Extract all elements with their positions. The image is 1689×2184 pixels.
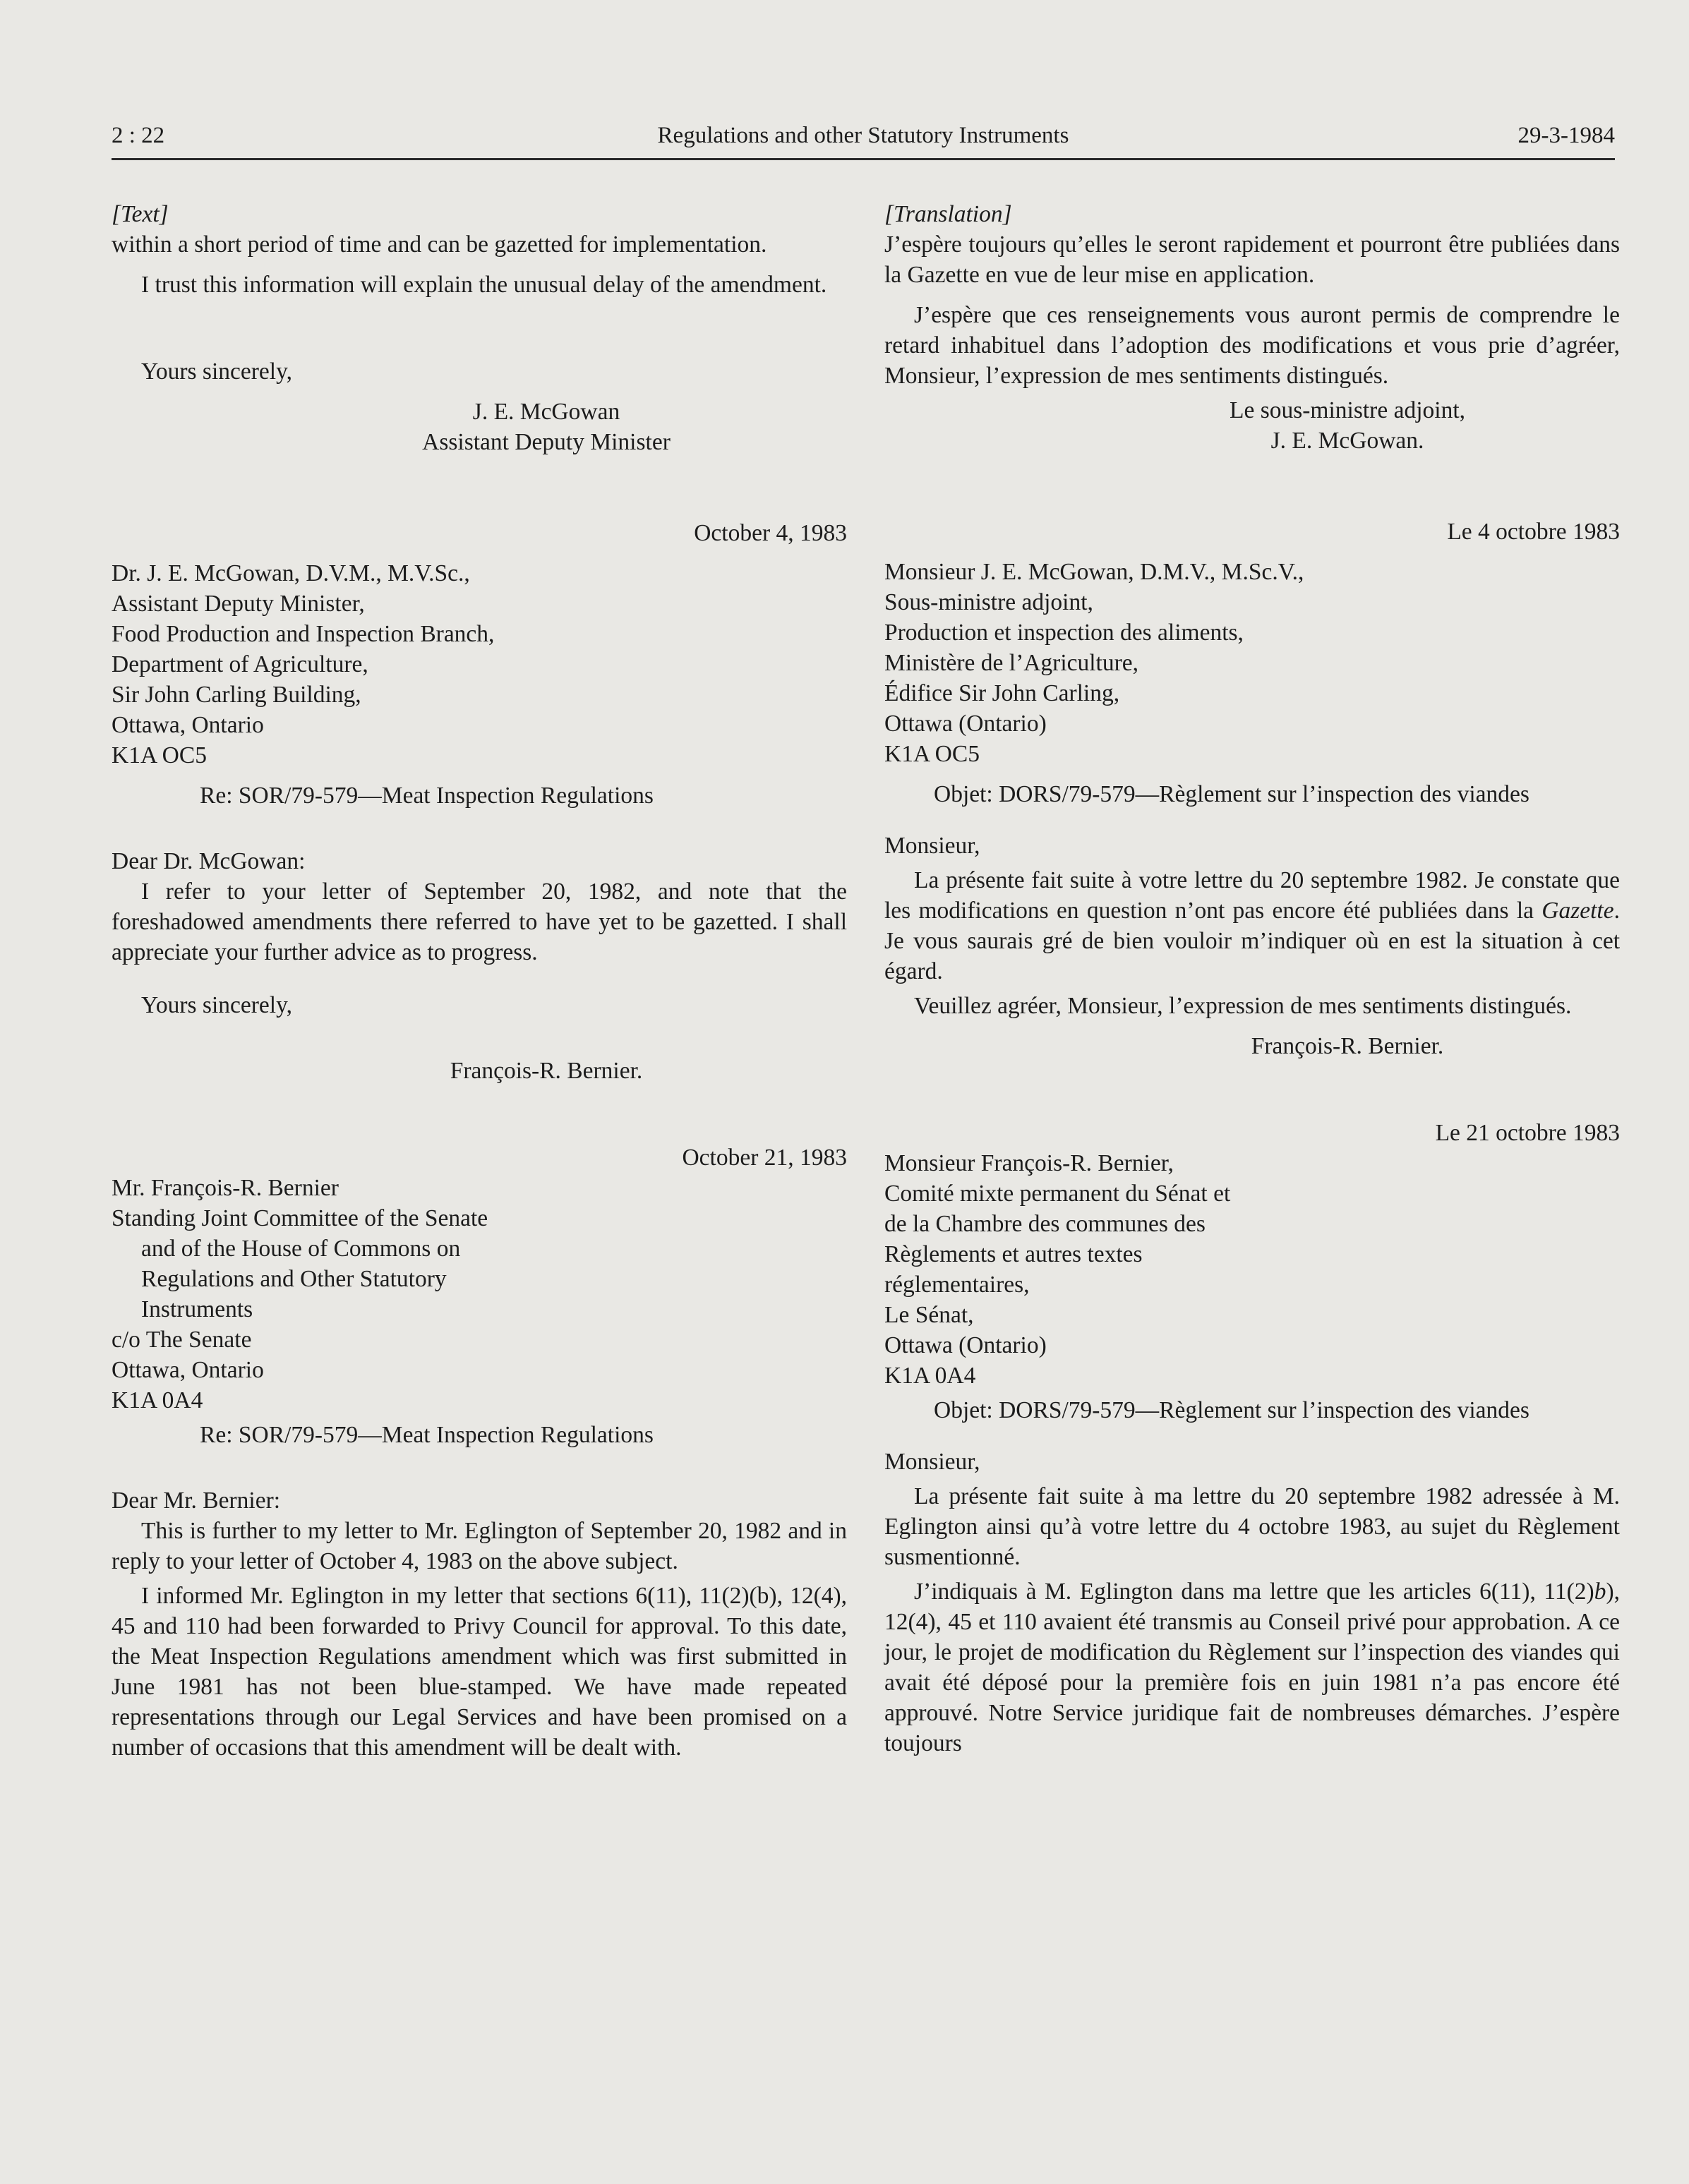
address-line: Assistant Deputy Minister, — [112, 591, 365, 617]
address-line: Sir John Carling Building, — [112, 682, 361, 708]
letter-date: Le 21 octobre 1983 — [1435, 1120, 1620, 1146]
address-line: Règlements et autres textes — [884, 1241, 1143, 1267]
subject-line — [884, 779, 1620, 809]
subject-label: Objet: — [934, 781, 999, 807]
paragraph: Veuillez agréer, Monsieur, l’expression de mes sentiments distingués. — [914, 993, 1572, 1019]
paragraph: La présente fait suite à ma lettre du 20 septembre 1982 adressée à M. Eglington ainsi qu’à votre lettre du 4 octobre 1983, au sujet du Règlement susmentionné. — [884, 1483, 1620, 1570]
address-line: K1A OC5 — [112, 742, 207, 768]
paragraph: La présente fait suite à votre lettre du 20 septembre 1982. Je constate que les modifications en question n’ont pas encore été publiées dans la Gazette. Je vous saurais gré de bien vouloir m’indiquer où en est la situation à cet égard. — [884, 867, 1620, 984]
address-line: Édifice Sir John Carling, — [884, 680, 1120, 706]
paragraph: I informed Mr. Eglington in my letter that sections 6(11), 11(2)(b), 12(4), 45 and 110 had been forwarded to Privy Council for approval. To this date, the Meat Inspection Regulations amendment which was first submitted in June 1981 has not been blue-stamped. We have made repeated representations through our Legal Services and have been promised on a number of occasions that this amendment will be dealt with. — [112, 1583, 847, 1761]
letter-date: Le 4 octobre 1983 — [1447, 519, 1620, 545]
paragraph: within a short period of time and can be gazetted for implementation. — [112, 231, 767, 258]
subject-label: Objet: — [934, 1397, 999, 1423]
address-line: réglementaires, — [884, 1272, 1030, 1298]
address-line: Dr. J. E. McGowan, D.V.M., M.V.Sc., — [112, 560, 470, 586]
subject-text: DORS/79-579—Règlement sur l’inspection des viandes — [999, 781, 1529, 807]
text-tag: [Text] — [112, 201, 169, 227]
address-line: Le Sénat, — [884, 1302, 974, 1328]
signature-name: François-R. Bernier. — [1251, 1033, 1444, 1059]
letter-date: October 21, 1983 — [682, 1145, 847, 1171]
closing: Yours sincerely, — [141, 992, 293, 1018]
address-line: Ottawa, Ontario — [112, 712, 264, 738]
address-block — [112, 1173, 847, 1416]
address-line: Standing Joint Committee of the Senate — [112, 1205, 488, 1231]
address-line: Department of Agriculture, — [112, 651, 368, 677]
french-column — [884, 199, 1620, 1758]
address-line: Sous-ministre adjoint, — [884, 589, 1093, 615]
closing: Yours sincerely, — [141, 358, 293, 385]
address-block — [884, 1148, 1620, 1391]
address-line: K1A 0A4 — [884, 1363, 976, 1389]
address-line: K1A OC5 — [884, 741, 980, 767]
address-line: Ministère de l’Agriculture, — [884, 650, 1139, 676]
subject-text: SOR/79-579—Meat Inspection Regulations — [238, 783, 654, 809]
paragraph: J’espère toujours qu’elles le seront rapidement et pourront être publiées dans la Gazette en vue de leur mise en application. — [884, 231, 1620, 288]
address-line: Instruments — [141, 1296, 253, 1322]
paragraph: I refer to your letter of September 20, 1982, and note that the foreshadowed amendments there referred to have yet to be gazetted. I shall appreciate your further advice as to progress. — [112, 879, 847, 965]
subject-text: SOR/79-579—Meat Inspection Regulations — [238, 1422, 654, 1448]
salutation: Dear Mr. Bernier: — [112, 1488, 281, 1514]
address-line: c/o The Senate — [112, 1327, 252, 1353]
paragraph: J’indiquais à M. Eglington dans ma lettre que les articles 6(11), 11(2)b), 12(4), 45 et 110 avaient été transmis au Conseil privé pour approbation. A ce jour, le projet de modification du Règlement sur l’inspection des viandes qui avait été déposé pour la première fois en juin 1981 n’a pas encore été approuvé. Notre Service juridique fait de nombreuses démarches. J’espère toujours — [884, 1579, 1620, 1756]
address-line: Mr. François-R. Bernier — [112, 1175, 339, 1201]
address-line: Ottawa (Ontario) — [884, 1332, 1047, 1358]
salutation: Monsieur, — [884, 833, 980, 859]
address-line: and of the House of Commons on — [141, 1236, 461, 1262]
paragraph: This is further to my letter to Mr. Eglington of September 20, 1982 and in reply to your letter of October 4, 1983 on the above subject. — [112, 1518, 847, 1574]
signature-name: J. E. McGowan — [472, 399, 620, 425]
page-number: 2 : 22 — [112, 123, 165, 148]
publication-title: Regulations and other Statutory Instruments — [657, 123, 1069, 148]
address-line: Comité mixte permanent du Sénat et — [884, 1181, 1231, 1207]
paragraph: J’espère que ces renseignements vous auront permis de comprendre le retard inhabituel dans l’adoption des modifications et vous prie d’agréer, Monsieur, l’expression de mes sentiments distingués. — [884, 302, 1620, 389]
signature-title: Le sous-ministre adjoint, — [1229, 397, 1466, 423]
letter-date: October 4, 1983 — [694, 520, 847, 546]
address-line: Food Production and Inspection Branch, — [112, 621, 495, 647]
signature-title: Assistant Deputy Minister — [422, 429, 671, 455]
paragraph: I trust this information will explain the unusual delay of the amendment. — [141, 272, 827, 298]
address-line: Ottawa, Ontario — [112, 1357, 264, 1383]
address-line: Ottawa (Ontario) — [884, 711, 1047, 737]
gazette-italic: Gazette — [1541, 898, 1614, 924]
subject-text: DORS/79-579—Règlement sur l’inspection des viandes — [999, 1397, 1529, 1423]
salutation: Dear Dr. McGowan: — [112, 848, 306, 874]
salutation: Monsieur, — [884, 1449, 980, 1475]
address-line: K1A 0A4 — [112, 1387, 203, 1413]
page-header — [112, 123, 1615, 160]
translation-tag: [Translation] — [884, 201, 1012, 227]
address-line: Regulations and Other Statutory — [141, 1266, 447, 1292]
signature-name: J. E. McGowan. — [1270, 428, 1424, 454]
address-line: Production et inspection des aliments, — [884, 620, 1244, 646]
subject-label: Re: — [200, 1422, 239, 1448]
address-line: Monsieur François-R. Bernier, — [884, 1150, 1174, 1176]
subject-line — [884, 1395, 1620, 1425]
address-block — [884, 557, 1620, 769]
subject-line — [112, 1420, 847, 1450]
issue-date: 29-3-1984 — [1517, 123, 1615, 148]
address-line: de la Chambre des communes des — [884, 1211, 1206, 1237]
address-block — [112, 558, 847, 771]
address-line: Monsieur J. E. McGowan, D.M.V., M.Sc.V., — [884, 559, 1304, 585]
english-column — [112, 199, 847, 1763]
signature-name: François-R. Bernier. — [450, 1058, 643, 1084]
subject-line — [112, 780, 847, 811]
subject-label: Re: — [200, 783, 239, 809]
